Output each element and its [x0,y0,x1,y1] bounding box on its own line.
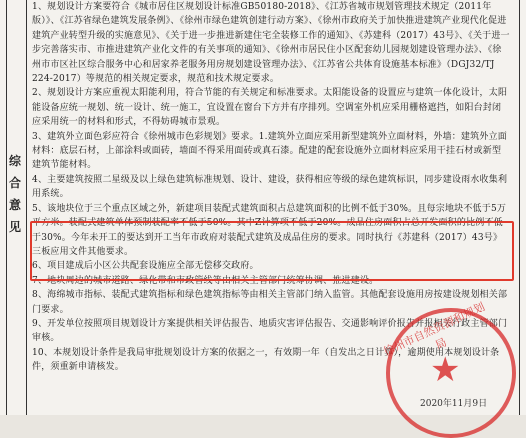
item-text: 规划设计方案应重视太阳能利用，符合节能的有关规定和标准要求。太阳能设备的设置应与建筑一体化设计，太阳能设备应统一规划、统一设计、统一施工，宜设置在窗台下方并有序排列。空调室外机应采用栅格遮挡，如阳台封闭应采用统一的材料和形式，不得妨碍城市景观。 [32,88,508,128]
item-5: 5、该地块位于三个重点区域之外，新建项目装配式建筑面积占总建筑面积的比例不低于30%。且每宗地块不低于5万平方米。装配式建筑单体预制装配率不低于50%。其中Z计算项不低于20%。成品住房面积占总开发面积的比例不低于30%。今年未开工的要达到开工当年市政府对装配式建筑及成品住房的要求。同时执行《苏建科（2017）43号》三板应用文件其他要求。 [32,203,507,257]
item-number: 9 [32,318,38,329]
seal-star-icon: ★ [430,350,461,390]
item-text: 地块周边的城市道路、绿化带和市政管线等由相关主管部门统筹协调、推进建设。 [47,275,379,286]
issue-date: 2020年11月9日 [420,399,488,409]
column-divider [26,0,27,415]
item-text: 建筑外立面色彩应符合《徐州城市色彩规划》要求。1.建筑外立面应采用新型建筑外立面材料，外墙：建筑外立面材料：底层石材，上部涂料或面砖，墙面不得采用面砖或真石漆。配建的配套设施外立面材料应采用干挂石材或新型建筑节能材料。 [32,131,507,171]
item-2: 2、规划设计方案应重视太阳能利用，符合节能的有关规定和标准要求。太阳能设备的设置应与建筑一体化设计，太阳能设备应统一规划、统一设计、统一施工，宜设置在窗台下方并有序排列。空调室外机应采用栅格遮挡，如阳台封闭应采用统一的材料和形式，不得妨碍城市景观。 [32,88,508,128]
item-text: 该地块位于三个重点区域之外，新建项目装配式建筑面积占总建筑面积的比例不低于30%。且每宗地块不低于5万平方米。装配式建筑单体预制装配率不低于50%。其中Z计算项不低于20%。成品住房面积占总开发面积的比例不低于30%。今年未开工的要达到开工当年市政府对装配式建筑及成品住房的要求。同时执行《苏建科（2017）43号》三板应用文件其他要求。 [32,203,507,257]
item-text: 海绵城市指标、装配式建筑指标和绿色建筑指标等由相关主管部门纳入监管。其他配套设施用房按建设规划相关部门要求。 [32,290,508,315]
item-number: 3 [32,131,38,142]
official-seal [381,300,516,438]
item-7: 7、地块周边的城市道路、绿化带和市政管线等由相关主管部门统筹协调、推进建设。 [32,275,379,286]
item-3: 3、建筑外立面色彩应符合《徐州城市色彩规划》要求。1.建筑外立面应采用新型建筑外立面材料，外墙：建筑外立面材料：底层石材，上部涂料或面砖，墙面不得采用面砖或真石漆。配建的配套设施外立面材料应采用干挂石材或新型建筑节能材料。 [32,131,507,171]
item-text: 项目建成后小区公共配套设施应全部无偿移交政府。 [47,261,259,272]
item-text: 开发单位按照项目规划设计方案提供相关评估报告、地质灾害评估报告、交通影响评价报告并报相关行政主管部门审核。 [32,318,508,344]
item-4: 4、主要建筑按照二星级及以上绿色建筑标准规划、设计、建设，获得相应等级的绿色建筑标识，同步建设雨水收集利用系统。 [32,174,508,200]
item-number: 7 [32,275,38,286]
item-number: 2 [32,88,38,99]
item-9: 9、开发单位按照项目规划设计方案提供相关评估报告、地质灾害评估报告、交通影响评价报告并报相关行政主管部门审核。 [32,318,508,344]
item-number: 6 [32,261,38,272]
item-10: 10、本规划设计条件是我局审批规划设计方案的依据之一，有效期一年（自发出之日计算），逾期使用本规划设计条件，须重新申请核发。 [32,347,500,373]
item-number: 10 [32,347,44,358]
item-number: 5 [32,203,38,214]
item-text: 规划设计方案要符合《城市居住区规划设计标准GB50180-2018》、《江苏省城市规划管理技术规定（2011年版）》、《江苏省绿色建筑发展条例》、《徐州市绿色建筑创建行动方案》、《徐州市政府关于加快推进建筑产业现代化促进建筑产业转型升级的实施意见》、《关于进一步推进新建住宅全装修工作的通知》、《苏建科（2017）43号》、《关于进一步完善落实市、市推进建筑产业化文件的有关事项的通知》、《徐州市居民住小区配套幼儿园规划建设管理办法》、《徐州市市区社区综合服务中心和居家养老服务用房规划建设管理办法》、《江苏省公共体育设施基本标准》（DGJ32/TJ 224-2017）等规范的相关规定要求，规范和技术规定要求。 [32,2,510,85]
item-text: 主要建筑按照二星级及以上绿色建筑标准规划、设计、建设，获得相应等级的绿色建筑标识，同步建设雨水收集利用系统。 [32,174,508,200]
item-1: 1、规划设计方案要符合《城市居住区规划设计标准GB50180-2018》、《江苏省城市规划管理技术规定（2011年版）》、《江苏省绿色建筑发展条例》、《徐州市绿色建筑创建行动方案》、《徐州市政府关于加快推进建筑产业现代化促进建筑产业转型升级的实施意见》、《关于进一步推进新建住宅全装修工作的通知》、《苏建科（2017）43号》、《关于进一步完善落实市、市推进建筑产业化文件的有关事项的通知》、《徐州市居民住小区配套幼儿园规划建设管理办法》、《徐州市市区社区综合服务中心和居家养老服务用房规划建设管理办法》、《江苏省公共体育设施基本标准》（DGJ32/TJ 224-2017）等规范的相关规定要求，规范和技术规定要求。 [32,2,510,85]
item-number: 4 [32,174,38,185]
item-text: 本规划设计条件是我局审批规划设计方案的依据之一，有效期一年（自发出之日计算），逾期使用本规划设计条件，须重新申请核发。 [32,347,500,373]
item-8: 8、海绵城市指标、装配式建筑指标和绿色建筑指标等由相关主管部门纳入监管。其他配套设施用房按建设规划相关部门要求。 [32,290,508,315]
highlight-box-item-5 [30,221,514,281]
item-6: 6、项目建成后小区公共配套设施应全部无偿移交政府。 [32,261,259,272]
item-number: 1 [32,2,38,12]
item-number: 8 [32,290,38,301]
side-label: 综合意见 [8,154,21,234]
seal-text: 徐州市自然资源和规划局 [381,300,487,359]
